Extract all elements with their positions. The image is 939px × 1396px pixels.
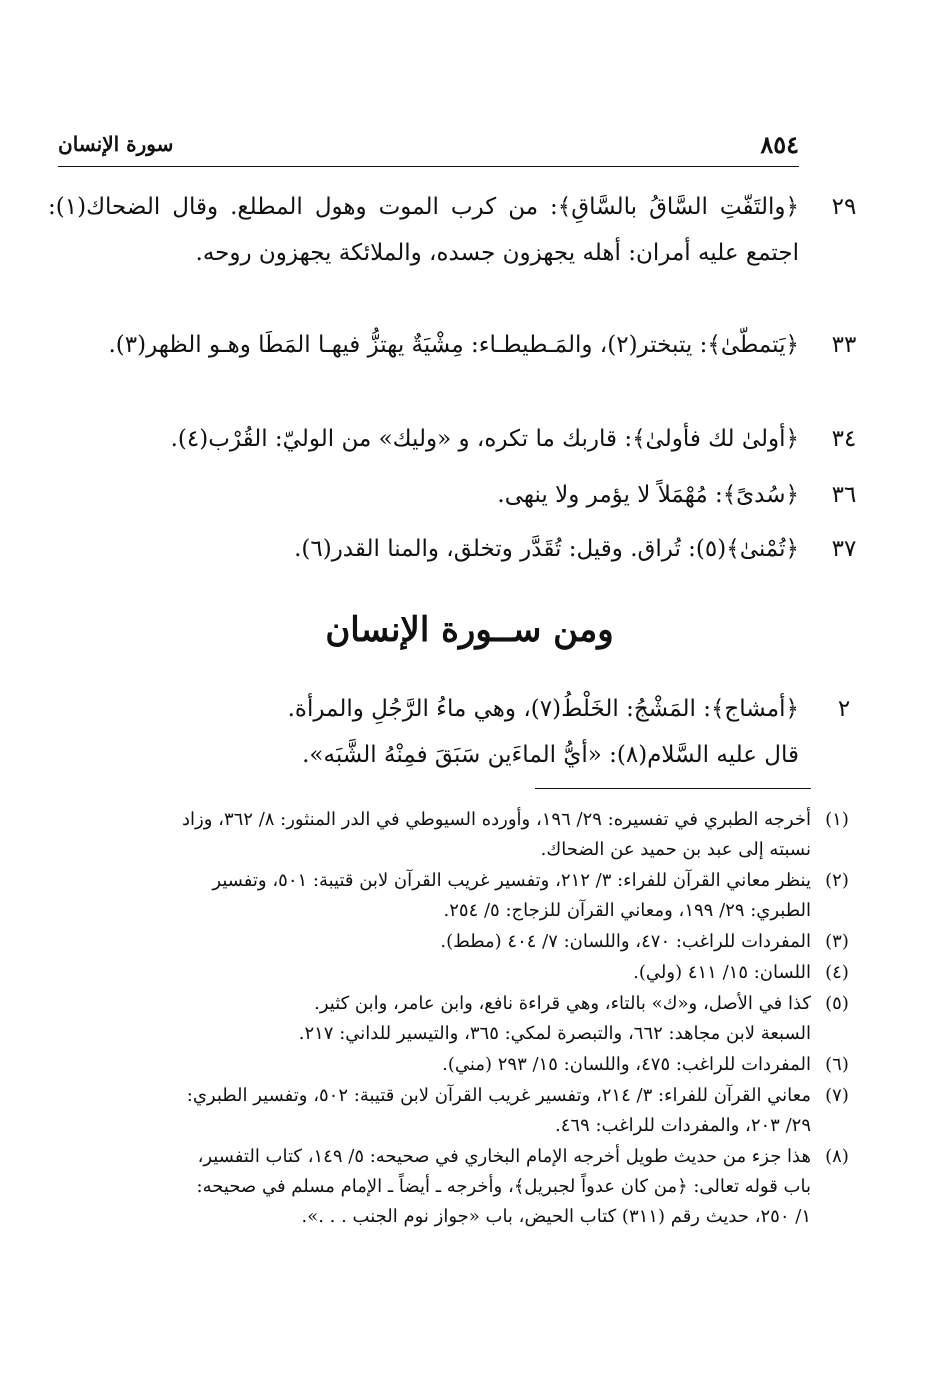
footnote-line: الطبري: ٢٩/ ١٩٩، ومعاني القرآن للزجاج: ٥/ ٢٥٤. (443, 900, 811, 921)
footnote (58, 805, 849, 865)
gloss-text: ﴿أولىٰ لك فأولىٰ﴾: قاربك ما تكره، و «وليك» من الوليّ: القُرْب(٤). (170, 426, 799, 452)
footnote (58, 989, 849, 1049)
footnote (58, 1050, 849, 1080)
footnote-number: (٧) (825, 1085, 849, 1106)
footnote-line: باب قوله تعالى: ﴿من كان عدواً لجبريل﴾، وأخرجه ـ أيضاً ـ الإمام مسلم في صحيحه: (196, 1176, 811, 1197)
footnote-line: اللسان: ١٥/ ٤١١ (ولي). (633, 962, 811, 983)
hadith-text: قال عليه السَّلام(٨): «أيُّ الماءَين سَبَقَ فمِنْهُ الشَّبَه». (302, 742, 799, 768)
footnote-line: ٢٩/ ٢٠٣، والمفردات للراغب: ٤٦٩. (555, 1115, 811, 1136)
gloss-text: ﴿أمشاج﴾: المَشْجُ: الخَلْطُ(٧)، وهي ماءُ الرَّجُلِ والمرأة. (287, 696, 799, 722)
footnote-number: (٦) (825, 1054, 849, 1075)
verse-number: ٣٧ (831, 536, 857, 562)
footnote-number: (٣) (825, 931, 849, 952)
gloss-entry (48, 322, 857, 368)
footnote-line: هذا جزء من حديث طويل أخرجه الإمام البخاري في صحيحه: ٥/ ١٤٩، كتاب التفسير، (197, 1146, 811, 1167)
footnote-line: ينظر معاني القرآن للفراء: ٣/ ٢١٢، وتفسير غريب القرآن لابن قتيبة: ٥٠١، وتفسير (212, 870, 811, 891)
footnote-line: نسبته إلى عبد بن حميد عن الضحاك. (540, 839, 811, 860)
footnote (58, 958, 849, 988)
verse-number: ٢ (837, 696, 851, 722)
footnote (58, 927, 849, 957)
footnote-number: (١) (825, 809, 849, 830)
footnote-number: (٢) (825, 870, 849, 891)
gloss-text: ﴿تُمْنىٰ﴾(٥): تُراق. وقيل: تُقَدَّر وتخلق، والمنا القدر(٦). (294, 536, 799, 562)
gloss-entry (48, 184, 857, 276)
running-title: سورة الإنسان (58, 132, 174, 156)
footnote-line: ١/ ٢٥٠، حديث رقم (٣١١) كتاب الحيض، باب «جواز نوم الجنب . . .». (301, 1206, 811, 1227)
footnote-divider (535, 788, 811, 789)
gloss-entry (48, 416, 857, 462)
gloss-text: ﴿سُدىً﴾: مُهْمَلاً لا يؤمر ولا ينهى. (497, 482, 799, 508)
page-header (58, 130, 799, 167)
footnote-number: (٨) (825, 1146, 849, 1167)
footnote (58, 1142, 849, 1232)
footnotes (58, 805, 849, 1233)
gloss-entry (48, 686, 851, 778)
verse-number: ٣٣ (831, 332, 857, 358)
footnote-line: المفردات للراغب: ٤٧٥، واللسان: ١٥/ ٢٩٣ (مني). (442, 1054, 811, 1075)
footnote (58, 866, 849, 926)
verse-number: ٢٩ (831, 194, 857, 220)
footnote-line: أخرجه الطبري في تفسيره: ٢٩/ ١٩٦، وأورده السيوطي في الدر المنثور: ٨/ ٣٦٢، وزاد (182, 809, 811, 830)
gloss-entry (48, 472, 857, 518)
footnote-line: السبعة لابن مجاهد: ٦٦٢، والتبصرة لمكي: ٣٦٥، والتيسير للداني: ٢١٧. (298, 1023, 811, 1044)
page-number: ٨٥٤ (760, 130, 799, 159)
footnote (58, 1081, 849, 1141)
section-title: ومن ســورة الإنسان (325, 610, 614, 650)
footnote-line: المفردات للراغب: ٤٧٠، واللسان: ٧/ ٤٠٤ (مطط). (440, 931, 811, 952)
footnote-number: (٤) (825, 962, 849, 983)
gloss-text: ﴿والتَفّتِ السَّاقُ بالسَّاقِ﴾: من كرب الموت وهول المطلع. وقال الضحاك(١): اجتمع عليه أمران: أهله يجهزون جسده، والملائكة يجهزون روحه. (48, 194, 799, 266)
footnote-number: (٥) (825, 993, 849, 1014)
gloss-entry (48, 526, 857, 572)
verse-number: ٣٦ (831, 482, 857, 508)
footnote-line: كذا في الأصل، و«ك» بالتاء، وهي قراءة نافع، وابن عامر، وابن كثير. (314, 993, 811, 1014)
footnote-line: معاني القرآن للفراء: ٣/ ٢١٤، وتفسير غريب القرآن لابن قتيبة: ٥٠٢، وتفسير الطبري: (186, 1085, 811, 1106)
gloss-text: ﴿يَتمطّىٰ﴾: يتبختر(٢)، والمَـطيطـاء: مِشْيَةٌ يهتزُّ فيهـا المَطَا وهـو الظهر(٣). (108, 332, 799, 358)
verse-number: ٣٤ (831, 426, 857, 452)
